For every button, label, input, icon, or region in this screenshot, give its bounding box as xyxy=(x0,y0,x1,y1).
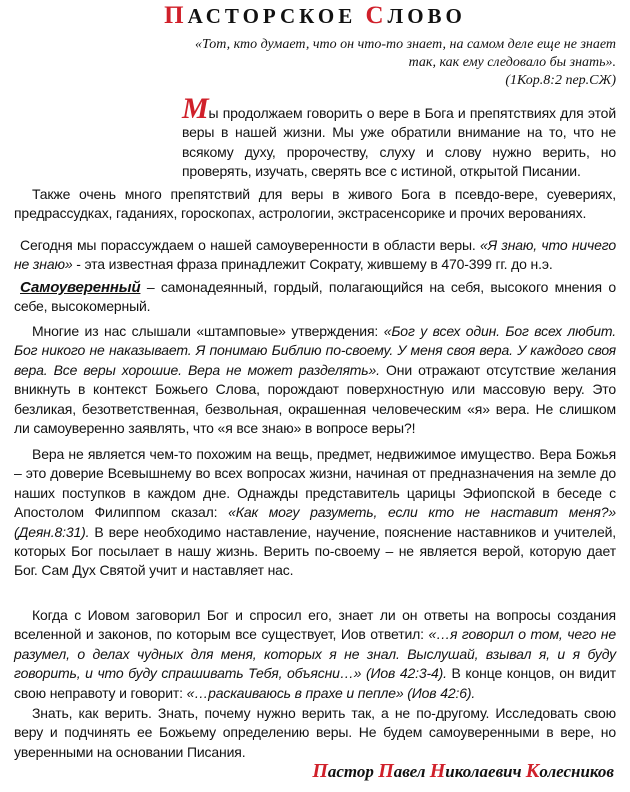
signature-text: олесников xyxy=(539,762,614,781)
quote: «Как могу разуметь, если кто не наставит меня?» (Деян.8:31). xyxy=(14,504,616,540)
title-text: АСТОРСКОЕ xyxy=(187,4,366,28)
signature-initial: П xyxy=(312,760,328,782)
paragraph-text: Вера не является чем-то похожим на вещь, предмет, недвижимое имущество. Вера Божья – это доверие Всевышнему во всех вопросах жизни, начиная от предназначения на земле до наших поступков в каждом дне. Однажды представитель царицы Эфиопской в беседе с Апостолом Филиппом сказал: xyxy=(14,446,616,521)
signature xyxy=(312,760,614,783)
quote: «Я знаю, что ничего не знаю» xyxy=(14,237,616,273)
quote: «Бог у всех один. Бог всех любит. Бог никого не наказывает. Я понимаю Библию по-своему. У меня своя вера. У каждого своя вера. Все веры хорошие. Вера не может разделять». xyxy=(14,323,616,378)
signature-initial: К xyxy=(525,760,540,782)
paragraph-text: В конце концов, он видит свою неправоту и говорит: xyxy=(14,665,616,701)
signature-text: астор xyxy=(327,762,379,781)
signature-initial: П xyxy=(378,760,394,782)
paragraph-text: ы продолжаем говорить о вере в Бога и препятствиях для этой веры в нашей жизни. Мы уже обратили внимание на то, что не всякому духу, пророчеству, слуху и слову нужно верить, но проверять, изучать, сверять все с истиной, открытой Писании. xyxy=(182,105,616,180)
paragraph-text: Сегодня мы порассуждаем о нашей самоуверенности в области веры. xyxy=(20,237,480,253)
paragraph: Также очень много препятствий для веры в живого Бога в псевдо-вере, суевериях, предрассудках, гаданиях, гороскопах, астрологии, экстрасенсорике и прочих верованиях. xyxy=(14,186,616,222)
signature-initial: Н xyxy=(429,760,446,782)
title-initial: С xyxy=(365,2,388,29)
defined-term: Самоуверенный xyxy=(20,279,141,296)
quote: «…я говорил о том, чего не разумел, о делах чудных для меня, которых я не знал. Выслушай, взывал я, и я буду говорить, и что буду спрашивать Тебя, объясни…» (Иов 42:3-4). xyxy=(14,626,616,682)
paragraph-intro xyxy=(182,92,616,182)
title-text: ЛОВО xyxy=(387,4,466,28)
paragraph xyxy=(14,445,616,581)
epigraph-quote: «Тот, кто думает, что он что-то знает, на самом деле еще не знает так, как ему следовало бы знать». xyxy=(194,37,616,70)
paragraph xyxy=(14,606,616,703)
paragraph-text: В вере необходимо наставление, научение, пояснение наставников и учителей, которых Бог посылает в нашу жизнь. Верить по-своему – не является верой, которую дает Бог. Сам Дух Святой учит и наставляет нас. xyxy=(14,523,616,579)
paragraph-text: Когда с Иовом заговорил Бог и спросил его, знает ли он ответы на вопросы создания вселенной и законов, по которым все существует, Иов ответил: xyxy=(14,607,616,643)
epigraph xyxy=(186,36,616,90)
paragraph-text: - эта известная фраза принадлежит Сократу, жившему в 470-399 гг. до н.э. xyxy=(72,256,553,273)
drop-cap: М xyxy=(182,92,209,125)
definition-text: – самонадеянный, гордый, полагающийся на себя, высокого мнения о себе, высокомерный. xyxy=(14,279,616,315)
paragraph xyxy=(14,322,616,438)
paragraph-text: Они отражают отсутствие желания вникнуть в контекст Божьего Слова, порождают поверхностную или массовую веру. Это безликая, безответственная, безвольная, окрашенная человеческим «я» вера. Не слишком ли самоуверенно заявлять, что «я все знаю» в вопросе веры?! xyxy=(14,361,617,437)
paragraph-definition xyxy=(14,278,616,317)
title-initial: П xyxy=(164,2,188,29)
paragraph-text: Многие из нас слышали «штамповые» утверждения: xyxy=(32,323,384,339)
paragraph-conclusion: Знать, как верить. Знать, почему нужно верить так, а не по-другому. Исследовать свою веру и подчинять ее Божьему определению веры. Не будем самоуверенными в вере, но уверенными на основании Писания. xyxy=(14,705,616,760)
paragraph-socrates xyxy=(14,236,616,275)
quote: «…раскаиваюсь в прахе и пепле» (Иов 42:6). xyxy=(186,684,476,701)
epigraph-reference: (1Кор.8:2 пер.СЖ) xyxy=(505,73,616,88)
signature-text: иколаевич xyxy=(445,762,526,781)
page-title xyxy=(0,2,630,30)
signature-text: авел xyxy=(393,762,430,781)
